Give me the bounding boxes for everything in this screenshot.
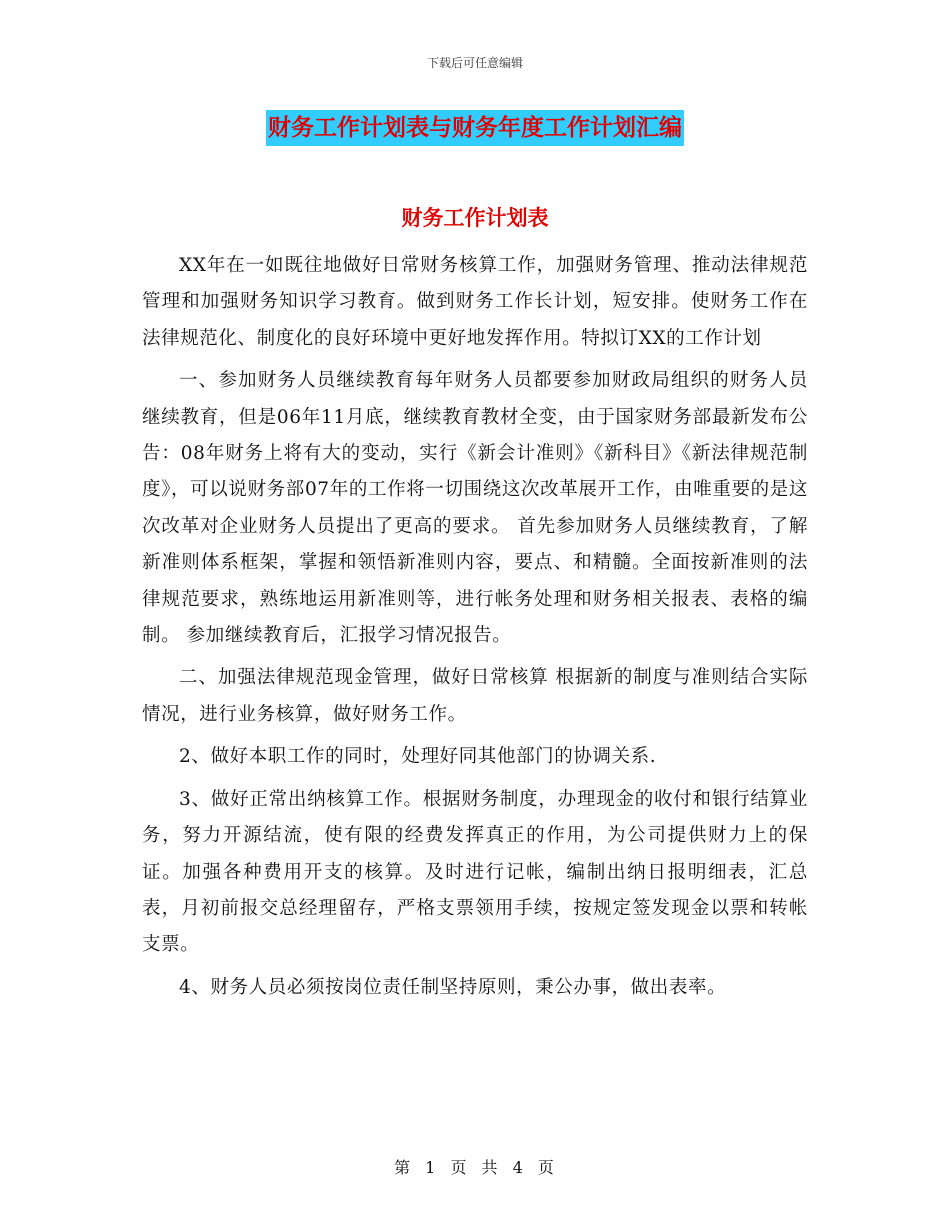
paragraph-item-2: 二、加强法律规范现金管理，做好日常核算 根据新的制度与准则结合实际情况，进行业务核算，做好财务工作。 <box>142 667 808 725</box>
paragraph-intro: XX年在一如既往地做好日常财务核算工作，加强财务管理、推动法律规范管理和加强财务知识学习教育。做到财务工作长计划，短安排。使财务工作在法律规范化、制度化的良好环境中更好地发挥作用。特拟订XX的工作计划 <box>142 255 808 349</box>
header-note: 下载后可任意编辑 <box>426 56 523 70</box>
body-text <box>142 248 808 1012</box>
paragraph-item-1: 一、参加财务人员继续教育每年财务人员都要参加财政局组织的财务人员继续教育，但是06年11月底，继续教育教材全变，由于国家财务部最新发布公告：08年财务上将有大的变动，实行《新会计准则》《新科目》《新法律规范制度》，可以说财务部07年的工作将一切围绕这次改革展开工作，由唯重要的是这次改革对企业财务人员提出了更高的要求。 首先参加财务人员继续教育，了解新准则体系框架，掌握和领悟新准则内容，要点、和精髓。全面按新准则的法律规范要求，熟练地运用新准则等，进行帐务处理和财务相关报表、表格的编制。 参加继续教育后，汇报学习情况报告。 <box>142 370 808 647</box>
paragraph-item-2-4: 4、财务人员必须按岗位责任制坚持原则，秉公办事，做出表率。 <box>179 976 727 998</box>
main-title <box>0 110 950 146</box>
section-title: 财务工作计划表 <box>401 206 549 230</box>
paragraph-item-2-3: 3、做好正常出纳核算工作。根据财务制度，办理现金的收付和银行结算业务，努力开源结流，使有限的经费发挥真正的作用，为公司提供财力上的保证。加强各种费用开支的核算。及时进行记帐，编制出纳日报明细表，汇总表，月初前报交总经理留存，严格支票领用手续，按规定签发现金以票和转帐支票。 <box>142 788 808 956</box>
main-title-text: 财务工作计划表与财务年度工作计划汇编 <box>266 110 684 146</box>
page-footer: 第 1 页 共 4 页 <box>394 1158 556 1177</box>
paragraph-item-2-2: 2、做好本职工作的同时，处理好同其他部门的协调关系. <box>179 746 657 768</box>
